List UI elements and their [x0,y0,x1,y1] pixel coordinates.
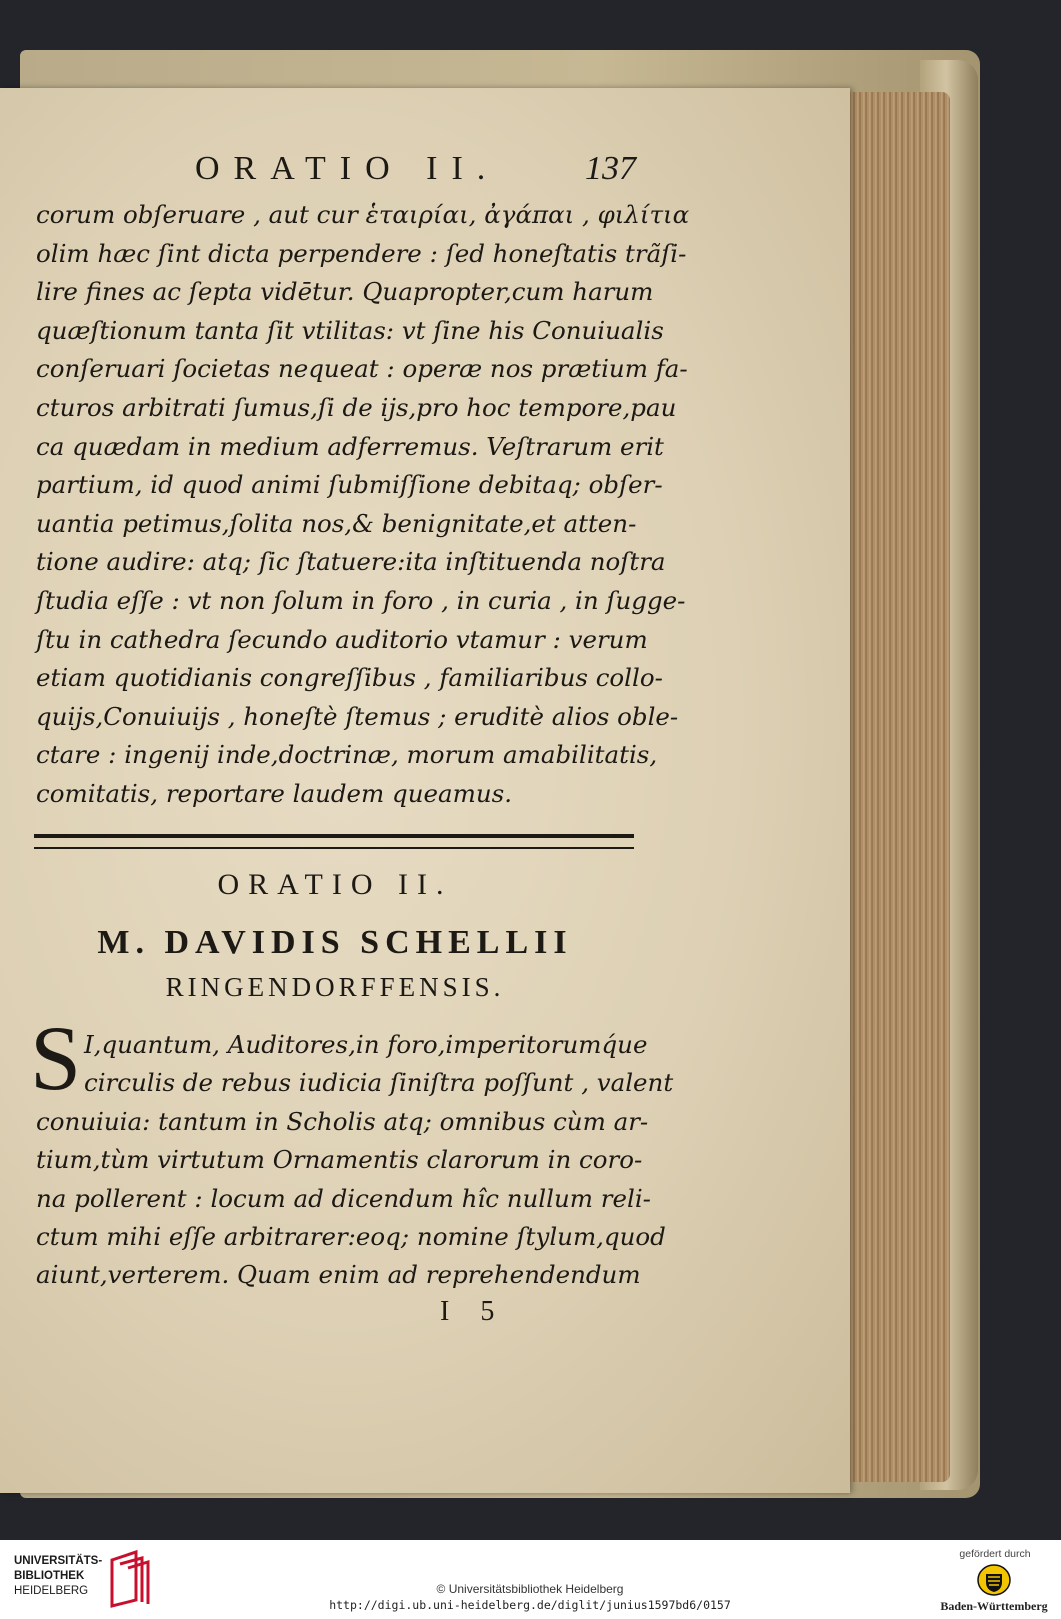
logo-line: HEIDELBERG [14,1585,89,1597]
text-line: partium, id quod animi ſubmiſſione debitaq; obſer- [36,470,663,500]
text-line: ctum mihi eſſe arbitrarer:eoq; nomine ſtylum,quod [36,1222,666,1252]
text-line: aiunt,verterem. Quam enim ad reprehendendum [36,1260,641,1290]
text-line: etiam quotidianis congreſſibus , familiaribus collo- [36,663,663,693]
copyright-text: © Universitätsbibliothek Heidelberg [436,1582,624,1596]
library-logo-icon[interactable] [106,1550,152,1608]
drop-capital: S [30,1007,82,1109]
text-line: ſtu in cathedra ſecundo auditorio vtamur : verum [36,624,648,654]
text-line: ctare : ingenij inde,doctrinæ, morum amabilitatis, [36,740,658,770]
text-line: olim hæc ſint dicta perpendere : ſed honeſtatis trãſi- [36,238,687,268]
section-heading: ORATIO II. [217,868,453,901]
text-line: na pollerent : locum ad dicendum hîc nullum reli- [36,1183,651,1213]
state-seal-icon[interactable] [972,1562,1016,1598]
body-text-oration [36,1026,674,1295]
text-line: quijs,Conuiuijs , honeſtè ſtemus ; eruditè alios oble- [36,701,679,731]
text-line: tium,tùm virtutum Ornamentis clarorum in coro- [36,1145,643,1175]
running-head: ORATIO II. [195,150,500,187]
text-line: quæſtionum tanta ſit vtilitas: vt ſine his Conuiualis [36,315,664,345]
footer-bar [0,1540,1061,1619]
page-number: 137 [585,150,636,187]
text-line: ca quædam in medium adferremus. Veſtrarum erit [36,431,664,461]
text-line: conſeruari ſocietas nequeat : operæ nos prætium fa- [36,354,688,384]
library-logo-text[interactable] [14,1554,110,1599]
text-line: uantia petimus,ſolita nos,& benignitate,et atten- [36,508,637,538]
text-line: lire fines ac ſepta vidētur. Quapropter,cum harum [36,277,654,307]
author-origin: RINGENDORFFENSIS. [165,972,505,1002]
logo-line: BIBLIOTHEK [14,1570,85,1582]
section-rule [34,834,634,849]
sponsor-name: Baden-Württemberg [940,1599,1048,1613]
text-line: ſtudia eſſe : vt non ſolum in foro , in curia , in ſugge- [36,585,686,615]
text-line: comitatis, reportare laudem queamus. [36,778,512,808]
text-line: corum obſeruare , aut cur ἑταιρίαι, ἀγάπαι , φιλίτια [36,200,690,229]
text-line: I,quantum, Auditores,in foro,imperitorumq́ue [84,1030,648,1059]
book-page [0,88,850,1493]
text-line: cturos arbitrati ſumus,ſi de ijs,pro hoc tempore,pau [36,392,677,422]
text-line: tione audire: atq; ſic ſtatuere:ita inſtituenda noſtra [36,547,666,577]
logo-line: UNIVERSITÄTS- [14,1555,103,1567]
body-text-top [36,196,690,814]
sponsor-label: gefördert durch [959,1548,1031,1560]
author-heading: M. DAVIDIS SCHELLII [97,924,573,961]
signature-mark: I 5 [440,1296,507,1327]
text-line: circulis de rebus iudicia ſiniſtra poſſunt , valent [84,1068,674,1098]
text-line: conuiuia: tantum in Scholis atq; omnibus cùm ar- [36,1106,649,1136]
permalink-url[interactable]: http://digi.ub.uni-heidelberg.de/diglit/junius1597bd6/0157 [329,1598,731,1612]
